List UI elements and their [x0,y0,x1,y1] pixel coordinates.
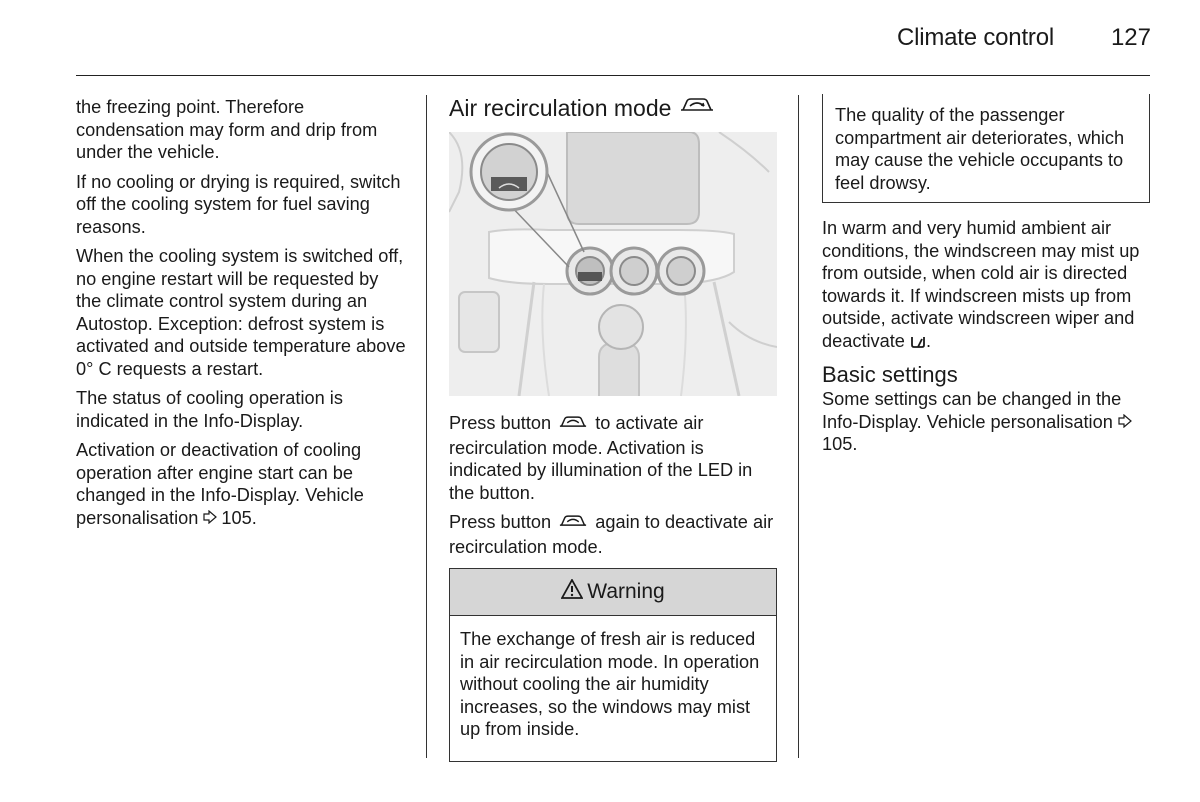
paragraph [449,412,779,504]
paragraph-text: again to deactivate air recirculation mode. [449,512,774,557]
dashboard-illustration [449,132,777,396]
paragraph-text: to activate air recirculation mode. Activation is indicated by illumination of the LED in the button. [449,413,753,503]
page-reference-arrow-icon [1118,411,1132,434]
paragraph [449,511,779,558]
section-heading [449,94,779,122]
paragraph: the freezing point. Therefore condensation may form and drip from under the vehicle. [76,97,378,162]
note-box: The quality of the passenger compartment air deteriorates, which may cause the vehicle occupants to feel drowsy. [822,94,1150,203]
warning-body: The exchange of fresh air is reduced in air recirculation mode. In operation without cooling the air humidity increases, so the windows may mist up from inside. [460,629,760,739]
column-divider-1 [426,95,427,758]
paragraph [76,439,408,529]
paragraph-text: Press button [449,413,552,433]
rear-wiper-icon [910,332,926,355]
page-number: 127 [1110,24,1151,51]
paragraph-text: In warm and very humid ambient air conditions, the windscreen may mist up from outside, when cold air is directed towards it. If windscreen mists up from outside, activate windscreen wiper and deactivate [822,218,1140,351]
paragraph-text: Press button [449,512,552,532]
paragraph-text: Some settings can be changed in the Info-Display. Vehicle personalisation [822,389,1122,432]
paragraph-text: . [925,330,932,351]
heading-text: Air recirculation mode [449,95,672,121]
warning-title: Warning [587,579,665,603]
column-1 [76,96,408,536]
air-recirculation-icon [556,512,590,536]
warning-box [449,568,777,762]
warning-triangle-icon [561,579,583,605]
paragraph: The status of cooling operation is indicated in the Info-Display. [76,388,343,431]
column-2 [449,94,779,762]
page-reference-arrow-icon [203,507,217,530]
paragraph [822,388,1152,456]
column-3 [822,94,1152,463]
paragraph: If no cooling or drying is required, switch off the cooling system for fuel saving reasons. [76,171,401,237]
header-divider [76,75,1150,76]
paragraph [822,217,1152,354]
column-divider-2 [798,95,799,758]
air-recirculation-icon [679,94,715,122]
page-reference[interactable]: 105. [822,434,858,454]
warning-header [450,569,776,616]
paragraph: When the cooling system is switched off, no engine restart will be requested by the climate control system during an Autostop. Exception: defrost system is activated and outside temperature above 0° C requests a restart. [76,246,406,379]
page-reference[interactable]: 105. [221,507,257,528]
paragraph-text: Activation or deactivation of cooling operation after engine start can be changed in the Info-Display. Vehicle personalisation [76,440,364,528]
subsection-heading: Basic settings [822,362,958,387]
section-title: Climate control [896,24,1054,51]
air-recirculation-icon [556,413,590,437]
